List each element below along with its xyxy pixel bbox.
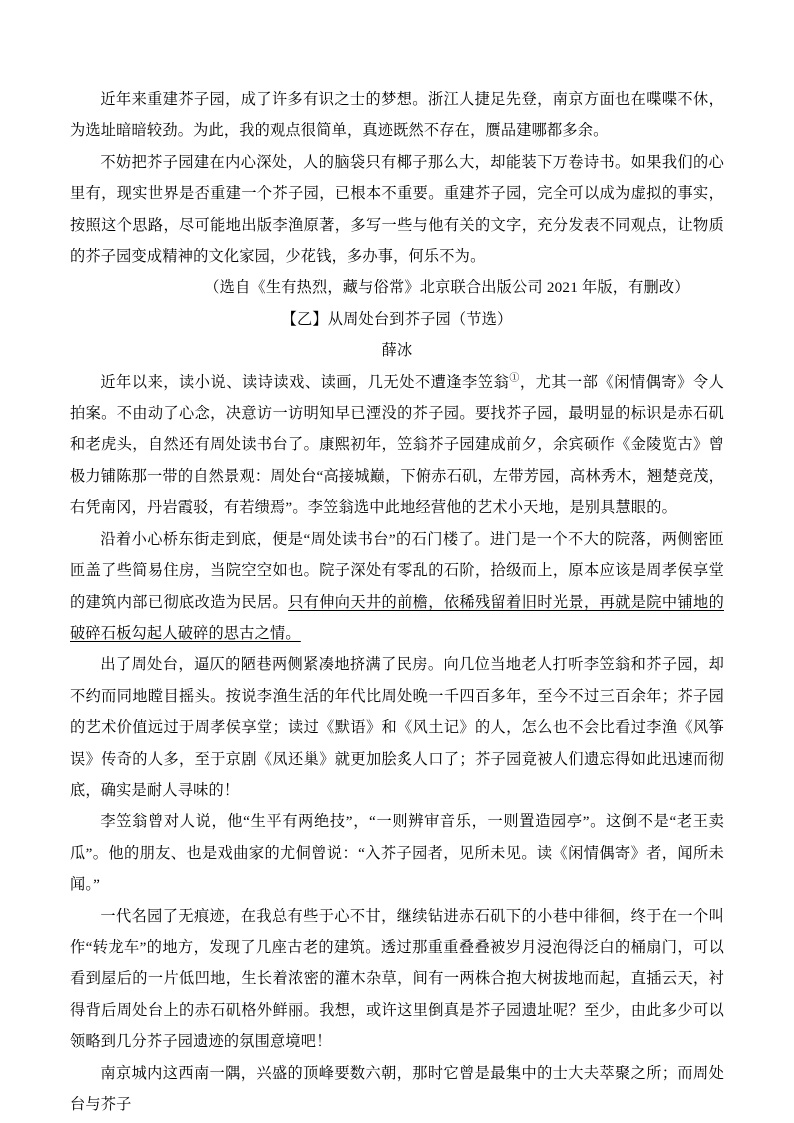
- paragraph-yi-1: [70, 367, 724, 524]
- paragraph-yi-2: [70, 524, 724, 650]
- paragraph-yi-6: 南京城内这西南一隅，兴盛的顶峰要数六朝，那时它曾是最集中的士大夫萃聚之所；而周处台与芥子: [70, 1064, 724, 1113]
- document-content: [70, 84, 724, 1120]
- paragraph-yi-1-text-a: 近年以来，读小说、读诗读戏、读画，几无处不遭逢李笠翁: [100, 373, 510, 391]
- underlined-sentence: 只有伸向天井的前檐，依稀残留着旧时光景，再就是院中铺地的破碎石板勾起人破碎的思古之情。: [70, 593, 724, 642]
- paragraph-yi-4: 李笠翁曾对人说，他“生平有两绝技”，“一则辨审音乐，一则置造园亭”。这倒不是“老王卖瓜”。他的朋友、也是戏曲家的尤侗曾说：“入芥子园者，见所未见。读《闲情偶寄》者，闻所未闻。”: [70, 813, 724, 894]
- paragraph-yi-5: 一代名园了无痕迹，在我总有些于心不甘，继续钻进赤石矶下的小巷中徘徊，终于在一个叫作“转龙车”的地方，发现了几座古老的建筑。透过那重重叠叠被岁月浸泡得泛白的桶扇门，可以看到屋后的一片低凹地，生长着浓密的灌木杂草，间有一两株合抱大树拔地而起，直插云天，衬得背后周处台上的赤石矶格外鲜丽。我想，或许这里倒真是芥子园遗址呢？至少，由此多少可以领略到几分芥子园遗迹的氛围意境吧！: [70, 907, 724, 1051]
- paragraph-jia-1: 近年来重建芥子园，成了许多有识之士的梦想。浙江人捷足先登，南京方面也在喋喋不休，为选址暗暗较劲。为此，我的观点很简单，真迹既然不存在，赝品建哪都多余。: [70, 91, 724, 140]
- paragraph-jia-2: 不妨把芥子园建在内心深处，人的脑袋只有椰子那么大，却能装下万卷诗书。如果我们的心里有，现实世界是否重建一个芥子园，已根本不重要。重建芥子园，完全可以成为虚拟的事实，按照这个思路，尽可能地出版李渔原著，多写一些与他有关的文字，充分发表不同观点，让物质的芥子园变成精神的文化家园，少花钱，多办事，何乐不为。: [70, 153, 724, 266]
- paragraph-yi-1-text-b: ，尤其一部《闲情偶寄》令人拍案。不由动了心念，决意访一访明知早已湮没的芥子园。要找芥子园，最明显的标识是赤石矶和老虎头，自然还有周处读书台了。康熙初年，笠翁芥子园建成前夕，余宾硕作《金陵览古》曾极力铺陈那一带的自然景观：周处台“高接城巅，下俯赤石矶，左带芳园，高林秀木，翘楚竞茂，右凭南冈，丹岩霞驳，有若缋焉”。李笠翁选中此地经营他的艺术小天地，是别具慧眼的。: [70, 373, 724, 517]
- footnote-marker-icon: ①: [509, 372, 520, 384]
- passage-yi-author: 薛冰: [381, 342, 413, 360]
- paragraph-yi-3: 出了周处台，逼仄的陋巷两侧紧凑地挤满了民房。向几位当地老人打听李笠翁和芥子园，却不约而同地瞠目摇头。按说李渔生活的年代比周处晚一千四百多年，至今不过三百余年；芥子园的艺术价值远过于周孝侯享堂；读过《默语》和《风土记》的人，怎么也不会比看过李渔《风筝误》传奇的人多，至于京剧《凤还巢》就更加脍炙人口了；芥子园竟被人们遗忘得如此迅速而彻底，确实是耐人寻味的！: [70, 656, 724, 799]
- paragraph-yi-2-plain: 沿着小心桥东街走到底，便是“周处读书台”的石门楼了。进门是一个不大的院落，两侧密匝匝盖了些简易住房，当院空空如也。院子深处有零乱的石阶，拾级而上，原本应该是周孝侯享堂的建筑内部已彻底改造为民居。: [70, 530, 724, 611]
- passage-yi-title: 【乙】从周处台到芥子园（节选）: [281, 310, 513, 328]
- source-citation: （选自《生有热烈，藏与俗常》北京联合出版公司 2021 年版，有删改）: [204, 279, 690, 297]
